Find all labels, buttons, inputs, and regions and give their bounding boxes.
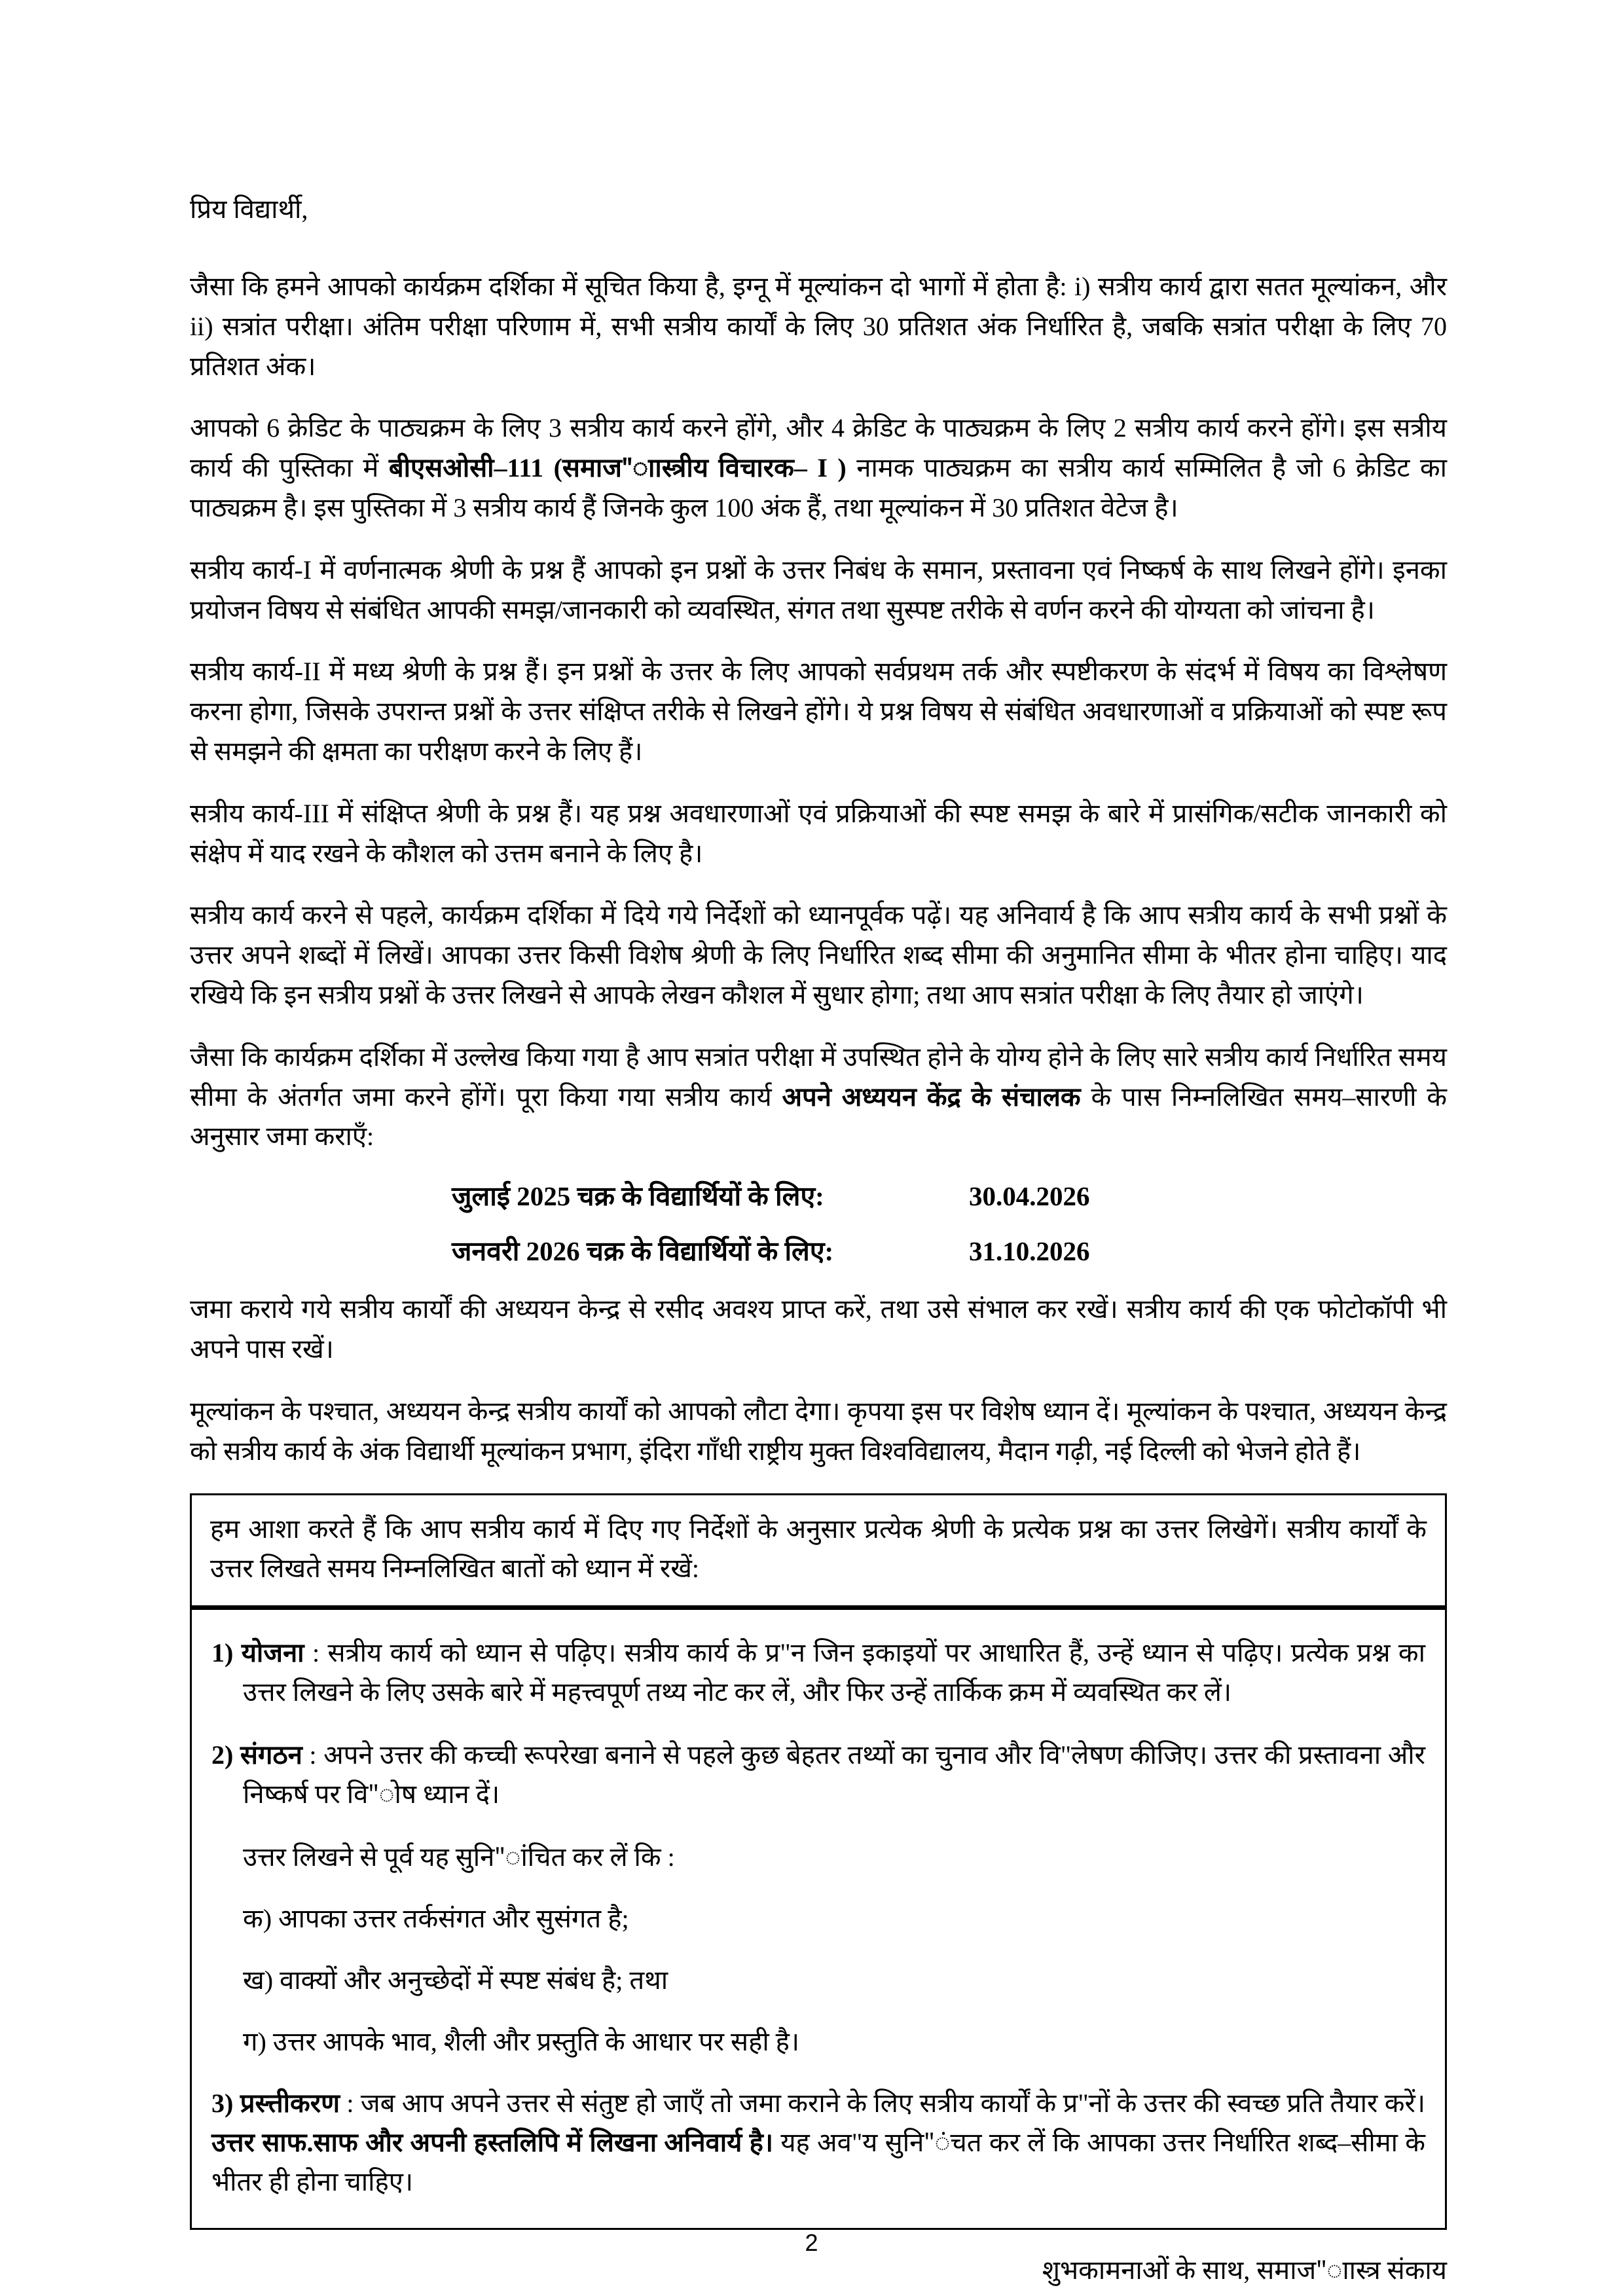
- salutation: प्रिय विद्यार्थी,: [190, 194, 308, 224]
- notice-item-presentation: [211, 2084, 1425, 2202]
- notice-body: [192, 1610, 1445, 2228]
- schedule-row: [190, 1176, 1447, 1217]
- sub-item-a: क) आपका उत्तर तर्कसंगत और सुसंगत है;: [243, 1904, 629, 1934]
- notice-item-organisation: [211, 1736, 1425, 1814]
- sub-intro: उत्तर लिखने से पूर्व यह सुनि"ांचित कर लें कि :: [243, 1842, 675, 1872]
- page-content: [190, 190, 1447, 2287]
- schedule-row-date: 31.10.2026: [969, 1235, 1090, 1266]
- notice-item-organisation-text: : अपने उत्तर की कच्ची रूपरेखा बनाने से पहले कुछ बेहतर तथ्यों का चुनाव और वि"लेषण कीजिए। उत्तर की प्रस्तावना और निष्कर्ष पर वि"ोष ध्यान दें।: [243, 1740, 1425, 1810]
- paragraph-assignment-one: सत्रीय कार्य-I में वर्णनात्मक श्रेणी के प्रश्न हैं आपको इन प्रश्नों के उत्तर निबंध के समान, प्रस्तावना एवं निष्कर्ष के साथ लिखने होंगे। इनका प्रयोजन विषय से संबंधित आपकी समझ/जानकारी को व्यवस्थित, संगत तथा सुस्पष्ट तरीके से वर्णन करने की योग्यता को जांचना है।: [190, 555, 1447, 625]
- paragraph-course-assignment: [190, 409, 1447, 528]
- p2-text-a: आपको 6 क्रेडिट के पाठ्यक्रम के लिए 3 सत्रीय कार्य करने होंगे, और 4 क्रेडिट के पाठ्यक्रम के लिए 2 सत्रीय कार्य करने होंगे। इस सत्रीय कार्य की पुस्तिका में: [190, 413, 1447, 483]
- p7-text-b: के पास निम्नलिखित समय–सारणी के अनुसार जमा कराएँ:: [190, 1082, 1447, 1152]
- paragraph-receipt-photocopy: जमा कराये गये सत्रीय कार्याें की अध्ययन केन्द्र से रसीद अवश्य प्राप्त करें, तथा उसे संभाल कर रखें। सत्रीय कार्य की एक फोटोकॉपी भी अपने पास रखें।: [190, 1294, 1447, 1364]
- paragraph-instructions-before-writing: सत्रीय कार्य करने से पहले, कार्यक्रम दर्शिका में दिये गये निर्देशों को ध्यानपूर्वक पढ़ें। यह अनिवार्य है कि आप सत्रीय कार्य के सभी प्रश्नों के उत्तर अपने शब्दों में लिखें। आपका उत्तर किसी विशेष श्रेणी के लिए निर्धारित शब्द सीमा की अनुमानित सीमा के भीतर होना चाहिए। याद रखिये कि इन सत्रीय प्रश्नों के उत्तर लिखने से आपके लेखन कौशल में सुधार होगा; तथा आप सत्रांत परीक्षा के लिए तैयार हो जाएंगे।: [190, 900, 1447, 1010]
- sub-item-c: ग) उत्तर आपके भाव, शैली और प्रस्तुति के आधार पर सही है।: [243, 2027, 800, 2057]
- notice-item-presentation-text-a: : जब आप अपने उत्तर से संतुष्ट हो जाएँ तो जमा कराने के लिए सत्रीय कार्यों के प्र"नों के उत्तर की स्वच्छ प्रति तैयार करें।: [340, 2088, 1426, 2119]
- notice-box: [190, 1493, 1447, 2230]
- notice-item-presentation-text-b: यह अव"य सुनि"ंचत कर लें कि आपका उत्तर निर्धारित शब्द–सीमा के भीतर ही होना चाहिए।: [211, 2128, 1425, 2197]
- schedule-row: [190, 1231, 1447, 1272]
- signoff: शुभकामनाओं के साथ, समाज"ाास्त्र संकाय: [1042, 2255, 1447, 2286]
- page-number: 2: [805, 2229, 818, 2256]
- p7-text-a: जैसा कि कार्यक्रम दर्शिका में उल्लेख किया गया है आप सत्रांत परीक्षा में उपस्थित होने के योग्य होने के लिए सारे सत्रीय कार्य निर्धारित समय सीमा के अंतर्गत जमा करने होंगें। पूरा किया गया सत्रीय कार्य: [190, 1042, 1447, 1112]
- notice-item-planning-label: 1) योजना: [211, 1638, 304, 1668]
- notice-item-organisation-label: 2) संगठन: [211, 1740, 302, 1770]
- notice-heading: हम आशा करते हैं कि आप सत्रीय कार्य में दिए गए निर्देशों के अनुसार प्रत्येक श्रेणी के प्रत्येक प्रश्न का उत्तर लिखेगें। सत्रीय कार्यों के उत्तर लिखते समय निम्नलिखित बातों को ध्यान में रखें:: [192, 1495, 1445, 1610]
- notice-item-presentation-emphasis: उत्तर साफ.साफ और अपनी हस्तलिपि में लिखना अनिवार्य है।: [211, 2128, 774, 2158]
- study-centre-coordinator: अपने अध्ययन केंद्र के संचालक: [782, 1082, 1081, 1112]
- schedule-row-label: जनवरी 2026 चक्र के विद्यार्थियों के लिए:: [452, 1235, 834, 1266]
- paragraph-evaluation-return: मूल्यांकन के पश्चात, अध्ययन केन्द्र सत्रीय कार्याें को आपको लौटा देगा। कृपया इस पर विशेष ध्यान दें। मूल्यांकन के पश्चात, अध्ययन केन्द्र को सत्रीय कार्य के अंक विद्यार्थी मूल्यांकन प्रभाग, इंदिरा गाँधी राष्ट्रीय मुक्त विश्वविद्यालय, मैदान गढ़ी, नई दिल्ली को भेजने होते हैं।: [190, 1396, 1447, 1466]
- notice-item-planning: [211, 1633, 1425, 1712]
- notice-item-presentation-label: 3) प्रस्त्तीकरण: [211, 2088, 340, 2119]
- paragraph-submission-rules: [190, 1038, 1447, 1157]
- paragraph-assignment-three: सत्रीय कार्य-III में संक्षिप्त श्रेणी के प्रश्न हैं। यह प्रश्न अवधारणाओं एवं प्रक्रियाओं की स्पष्ट समझ के बारे में प्रासंगिक/सटीक जानकारी को संक्षेप में याद रखने के कौशल को उत्तम बनाने के लिए है।: [190, 798, 1447, 868]
- course-code-title: बीएसओसी–111 (समाज"ाास्त्रीय विचारक– I ): [388, 453, 847, 483]
- schedule-row-date: 30.04.2026: [969, 1181, 1090, 1212]
- submission-schedule: [190, 1176, 1447, 1271]
- schedule-row-label: जुलाई 2025 चक्र के विद्यार्थियों के लिए:: [452, 1181, 824, 1212]
- p2-text-b: नामक पाठ्यक्रम का सत्रीय कार्य सम्मिलित है जो 6 क्रेडिट का पाठ्यक्रम है। इस पुस्तिका में 3 सत्रीय कार्य हैं जिनके कुल 100 अंक हैं, तथा मूल्यांकन में 30 प्रतिशत वेटेज है।: [190, 453, 1447, 522]
- sub-item-b: ख) वाक्यों और अनुच्छेदों में स्पष्ट संबंध है; तथा: [243, 1965, 668, 1995]
- paragraph-assignment-two: सत्रीय कार्य-II में मध्य श्रेणी के प्रश्न हैं। इन प्रश्नों के उत्तर के लिए आपको सर्वप्रथम तर्क और स्पष्टीकरण के संदर्भ में विषय का विश्लेषण करना होगा, जिसके उपरान्त प्रश्नों के उत्तर संक्षिप्त तरीके से लिखने होंगे। ये प्रश्न विषय से संबंधित अवधारणाओं व प्रक्रियाओं को स्पष्ट रूप से समझने की क्षमता का परीक्षण करने के लिए हैं।: [190, 657, 1447, 766]
- notice-item-planning-text: : सत्रीय कार्य को ध्यान से पढ़िए। सत्रीय कार्य के प्र"न जिन इकाइयों पर आधारित हैं, उन्हें ध्यान से पढ़िए। प्रत्येक प्रश्न का उत्तर लिखने के लिए उसके बारे में महत्त्वपूर्ण तथ्य नोट कर लें, और फिर उन्हें तार्किक क्रम में व्यवस्थित कर लें।: [243, 1638, 1426, 1707]
- paragraph-evaluation-overview: जैसा कि हमने आपको कार्यक्रम दर्शिका में सूचित किया है, इग्नू में मूल्यांकन दो भागों में होता है: i) सत्रीय कार्य द्वारा सतत मूल्यांकन, और ii) सत्रांत परीक्षा। अंतिम परीक्षा परिणाम में, सभी सत्रीय कार्यों के लिए 30 प्रतिशत अंक निर्धारित है, जबकि सत्रांत परीक्षा के लिए 70 प्रतिशत अंक।: [190, 272, 1447, 381]
